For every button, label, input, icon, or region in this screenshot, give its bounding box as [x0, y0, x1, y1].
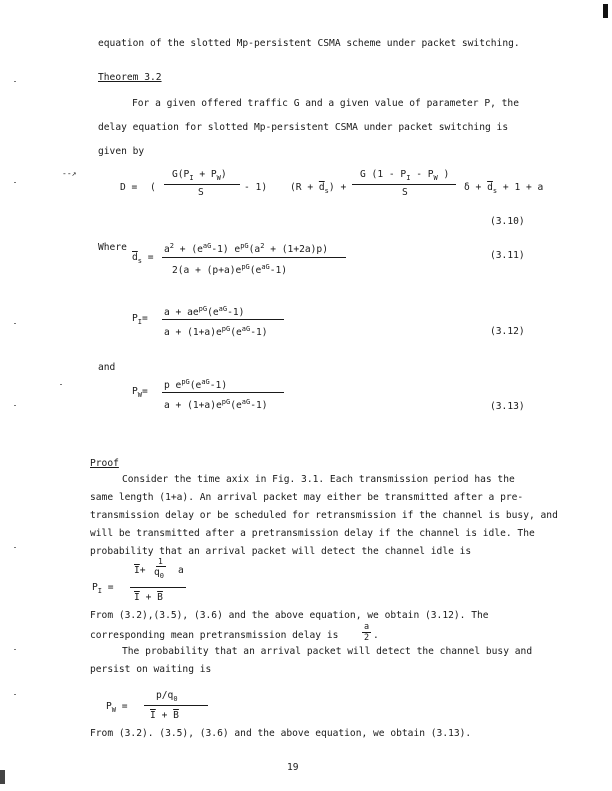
eq-3-13-denominator: $a + (1+a)e^{pG}(e^{aG}-1)$ [164, 398, 268, 412]
eq-3-10-numerator-2: G ($1 - P_I - P_W$ ) [360, 169, 450, 182]
proof-text-line-7: corresponding mean pretransmission delay is [90, 630, 339, 641]
p-wait-numerator: $p/q_0$ [156, 690, 178, 703]
eq-3-12-denominator: $a + (1+a)e^{pG}(e^{aG}-1)$ [164, 325, 268, 339]
theorem-text-line-2: delay equation for slotted Mp-persistent CSMA under packet switching is [98, 122, 509, 133]
proof-text-line-4: will be transmitted after a pretransmission delay if the channel is idle. The [90, 528, 535, 539]
eq-3-11-number: (3.11) [490, 250, 525, 261]
scan-speck [14, 649, 16, 650]
eq-3-10-middle: $(R + \overline{d}_s)$ + [290, 182, 347, 195]
eq-3-10-open-paren: ( [150, 182, 156, 193]
scan-speck [60, 384, 62, 385]
half-a-period: . [373, 630, 379, 641]
proof-text-line-2: same length (1+a). An arrival packet may either be transmitted after a pre- [90, 492, 524, 503]
proof-text-line-8: The probability that an arrival packet will detect the channel busy and [122, 646, 533, 657]
scan-speck [14, 81, 16, 82]
eq-3-10-fraction-bar-1 [164, 184, 240, 185]
eq-3-10-tail: $\delta + \overline{d}_s + 1 + a$ [464, 182, 544, 195]
p-idle-num-a: a [178, 565, 184, 576]
eq-3-10-numerator-1: $G(P_I + P_W)$ [172, 169, 227, 182]
proof-text-line-1: Consider the time axix in Fig. 3.1. Each transmission period has the [122, 474, 515, 485]
p-idle-lhs: $P_I$ = [92, 582, 114, 595]
half-a-numerator: a [364, 622, 370, 632]
eq-3-11-denominator: $2(a + (p+a)e^{pG}(e^{aG}-1)$ [172, 263, 288, 277]
p-idle-small-frac-den: $q_0$ [154, 567, 164, 580]
scan-speck [14, 405, 16, 406]
eq-3-11-lhs: $\overline{d}_s$ = [132, 252, 154, 265]
scan-edge-mark-bottom-left [0, 770, 5, 784]
scan-speck [14, 323, 16, 324]
eq-3-12-numerator: $a + ae^{pG}(e^{aG}-1)$ [164, 305, 245, 319]
p-idle-small-frac-num: 1 [158, 557, 163, 566]
p-wait-denominator: $\overline{I} + \overline{B}$ [150, 710, 179, 721]
theorem-text-line-1: For a given offered traffic G and a given value of parameter P, the [132, 98, 519, 109]
p-idle-fraction-bar [130, 587, 186, 588]
half-a-denominator: 2 [364, 633, 370, 643]
scan-edge-mark-top-right [603, 4, 608, 18]
scan-speck [14, 182, 16, 183]
proof-text-line-5: probability that an arrival packet will detect the channel idle is [90, 546, 472, 557]
theorem-text-line-3: given by [98, 146, 145, 157]
eq-3-10-fraction-bar-2 [352, 184, 456, 185]
and-label: and [98, 362, 116, 373]
eq-3-12-fraction-bar [162, 319, 284, 320]
eq-3-13-fraction-bar [162, 392, 284, 393]
eq-3-12-number: (3.12) [490, 326, 525, 337]
scan-speck [14, 694, 16, 695]
eq-3-11-fraction-bar [162, 257, 346, 258]
eq-3-11-numerator: $a^2 + (e^{aG}-1) e^{pG}(a^2 + (1+2a)p)$ [164, 242, 328, 256]
p-wait-fraction-bar [144, 705, 208, 706]
proof-text-line-9: persist on waiting is [90, 664, 212, 675]
eq-3-10-lhs: D = [120, 182, 138, 193]
where-label: Where [98, 242, 127, 253]
scan-speck [14, 547, 16, 548]
eq-3-13-number: (3.13) [490, 401, 525, 412]
proof-text-line-10: From (3.2). (3.5), (3.6) and the above equation, we obtain (3.13). [90, 728, 472, 739]
p-wait-lhs: $P_W$ = [106, 701, 128, 714]
eq-3-13-numerator: p $e^{pG}(e^{aG}-1)$ [164, 378, 228, 392]
eq-3-13-lhs: $P_W=$ [132, 386, 148, 399]
eq-3-10-minus-one: - 1) [244, 182, 268, 193]
eq-3-10-number: (3.10) [490, 216, 525, 227]
p-idle-num-I: $\overline{I}+$ [134, 565, 146, 576]
proof-text-line-3: transmission delay or be scheduled for retransmission if the channel is busy, and [90, 510, 558, 521]
p-idle-denominator: $\overline{I} + \overline{B}$ [134, 592, 163, 603]
theorem-heading: Theorem 3.2 [98, 72, 162, 83]
intro-line: equation of the slotted Mp-persistent CSMA scheme under packet switching. [98, 38, 520, 49]
eq-3-10-denominator-1: S [198, 187, 204, 198]
proof-text-line-6: From (3.2),(3.5), (3.6) and the above equation, we obtain (3.12). The [90, 610, 489, 621]
page-number: 19 [287, 762, 299, 773]
margin-arrow: --↗ [62, 169, 77, 178]
eq-3-10-denominator-2: S [402, 187, 408, 198]
eq-3-12-lhs: $P_I=$ [132, 313, 148, 326]
proof-heading: Proof [90, 458, 119, 469]
